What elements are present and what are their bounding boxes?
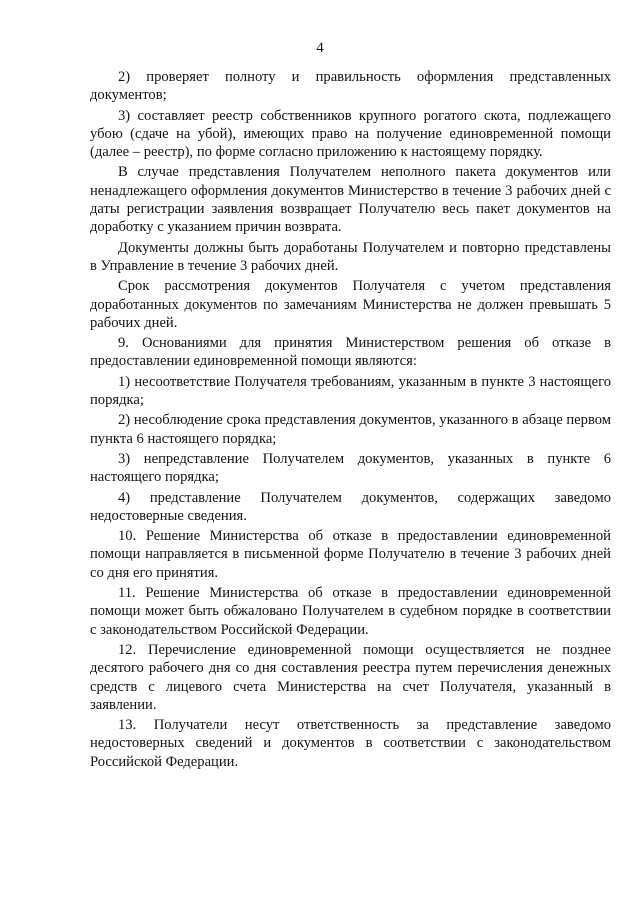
paragraph-clause-9: 9. Основаниями для принятия Министерством решения об отказе в предоставлении единовременной помощи являются: [90, 335, 611, 370]
paragraph-clause-10: 10. Решение Министерства об отказе в предоставлении единовременной помощи направляется в письменной форме Получателю в течение 3 рабочих дней со дня его принятия. [90, 528, 611, 581]
paragraph-clause-8-3: 3) составляет реестр собственников крупного рогатого скота, подлежащего убою (сдаче на убой), имеющих право на получение единовременной помощи (далее – реестр), по форме согласно приложению к настоящему порядку. [90, 107, 611, 161]
paragraph-clause-8-2: 2) проверяет полноту и правильность оформления представленных документов; [90, 69, 611, 104]
document-body [90, 68, 611, 773]
paragraph-review-period: Срок рассмотрения документов Получателя с учетом представления доработанных документов по замечаниям Министерства не должен превышать 5 рабочих дней. [90, 278, 611, 331]
paragraph-clause-9-1: 1) несоответствие Получателя требованиям, указанным в пункте 3 настоящего порядка; [90, 373, 611, 409]
paragraph-clause-12: 12. Перечисление единовременной помощи осуществляется не позднее десятого рабочего дня со дня составления реестра путем перечисления денежных средств с лицевого счета Министерства на счет Получателя, указанный в заявлении. [90, 641, 611, 713]
paragraph-resubmission: Документы должны быть доработаны Получателем и повторно представлены в Управление в течение 3 рабочих дней. [90, 239, 611, 274]
paragraph-clause-11: 11. Решение Министерства об отказе в предоставлении единовременной помощи может быть обжаловано Получателем в судебном порядке в соответствии с законодательством Российской Федерации. [90, 585, 611, 638]
paragraph-clause-13: 13. Получатели несут ответственность за представление заведомо недостоверных сведений и документов в соответствии с законодательством Российской Федерации. [90, 717, 611, 770]
page-number: 4 [316, 40, 324, 56]
paragraph-clause-9-3: 3) непредставление Получателем документов, указанных в пункте 6 настоящего порядка; [90, 450, 611, 486]
paragraph-incomplete-package: В случае представления Получателем неполного пакета документов или ненадлежащего оформления документов Министерство в течение 3 рабочих дней с даты регистрации заявления возвращает Получателю весь пакет документов на доработку с указанием причин возврата. [90, 164, 611, 236]
paragraph-clause-9-4: 4) представление Получателем документов, содержащих заведомо недостоверные сведения. [90, 489, 611, 524]
paragraph-clause-9-2: 2) несоблюдение срока представления документов, указанного в абзаце первом пункта 6 настоящего порядка; [90, 412, 611, 447]
